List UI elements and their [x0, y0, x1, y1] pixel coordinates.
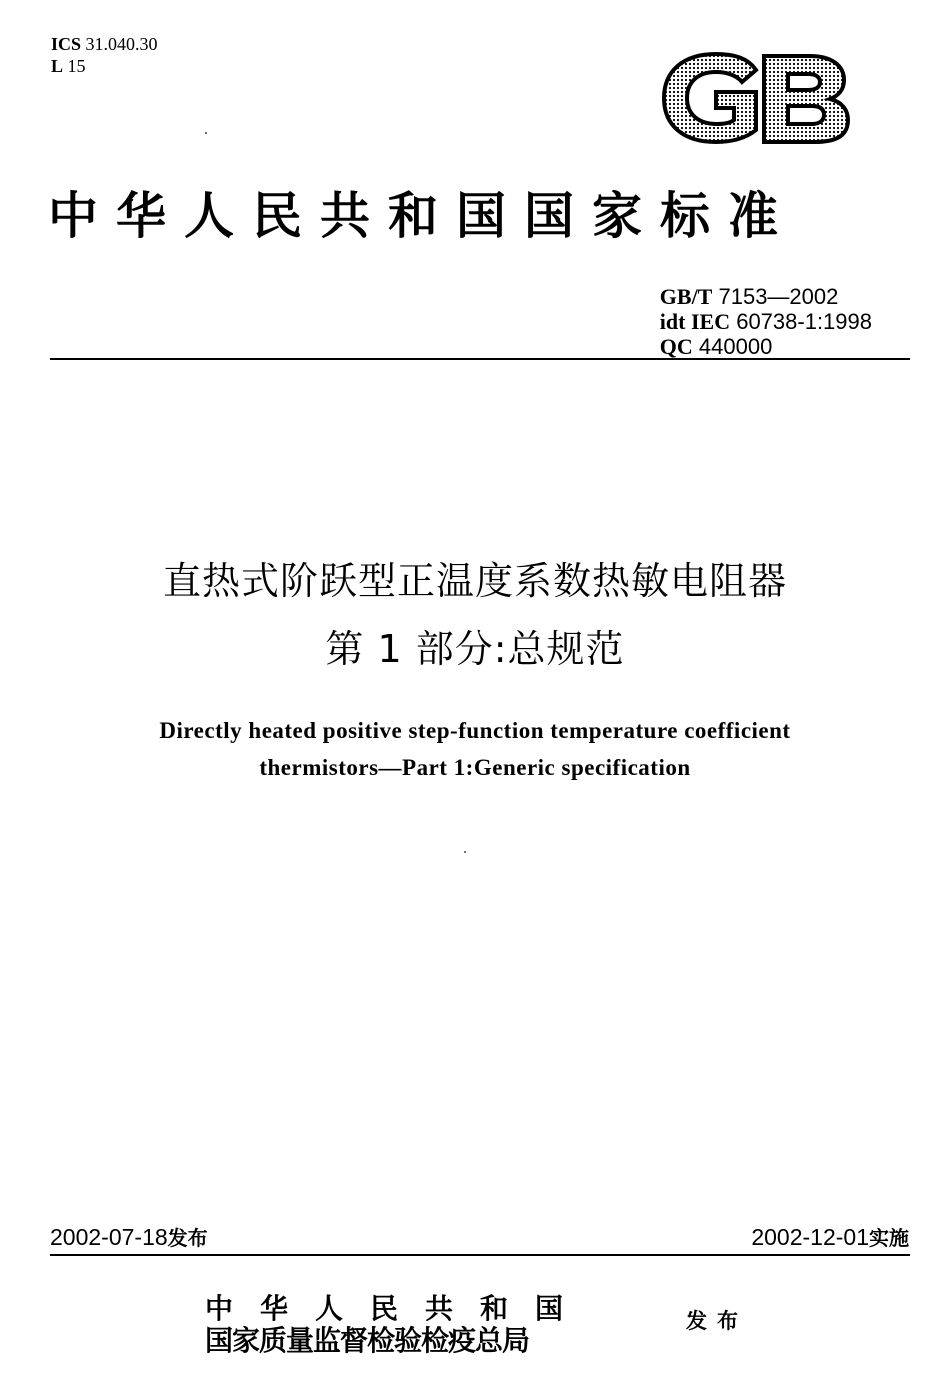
classification-codes	[51, 33, 158, 77]
publish-label: 发布	[686, 1309, 748, 1333]
page-title: 中华人民共和国国家标准	[48, 186, 796, 245]
effective-date-value: 2002-12-01	[751, 1224, 869, 1250]
ccs-line	[51, 55, 158, 77]
header-divider	[50, 358, 910, 360]
footer-divider	[50, 1254, 910, 1256]
gbt-code	[660, 284, 872, 309]
scan-speck	[464, 851, 466, 853]
en-title-line1: Directly heated positive step-function temperature coefficient	[159, 718, 791, 743]
en-title-line2: thermistors—Part 1:Generic specification	[259, 755, 691, 780]
gbt-label: GB/T	[659, 284, 713, 309]
issue-date	[50, 1222, 208, 1253]
ics-label: ICS	[51, 34, 82, 54]
issuing-authority	[205, 1293, 590, 1357]
qc-label: QC	[659, 334, 693, 359]
cn-title-line2: 第 1 部分:总规范	[325, 627, 625, 671]
standard-codes	[660, 284, 872, 359]
scan-speck	[205, 132, 207, 134]
issuer-line1: 中华人民共和国	[205, 1292, 591, 1325]
qc-code	[660, 334, 872, 359]
issue-date-value: 2002-07-18	[50, 1224, 168, 1250]
issuer-line2: 国家质量监督检验检疫总局	[205, 1324, 530, 1357]
idt-value: 60738-1:1998	[736, 309, 872, 334]
gbt-value: 7153—2002	[718, 284, 839, 309]
ics-line	[51, 33, 158, 55]
issue-date-label: 发布	[167, 1226, 208, 1250]
effective-date	[751, 1222, 909, 1253]
idt-label: idt IEC	[659, 309, 731, 334]
qc-value: 440000	[698, 334, 773, 359]
gb-logo-icon	[660, 50, 852, 146]
effective-date-label: 实施	[869, 1226, 909, 1250]
ccs-code: 15	[67, 56, 86, 76]
ccs-label: L	[51, 56, 64, 76]
idt-code	[660, 309, 872, 334]
ics-code: 31.040.30	[85, 34, 158, 54]
cn-title-line1: 直热式阶跃型正温度系数热敏电阻器	[162, 559, 787, 603]
